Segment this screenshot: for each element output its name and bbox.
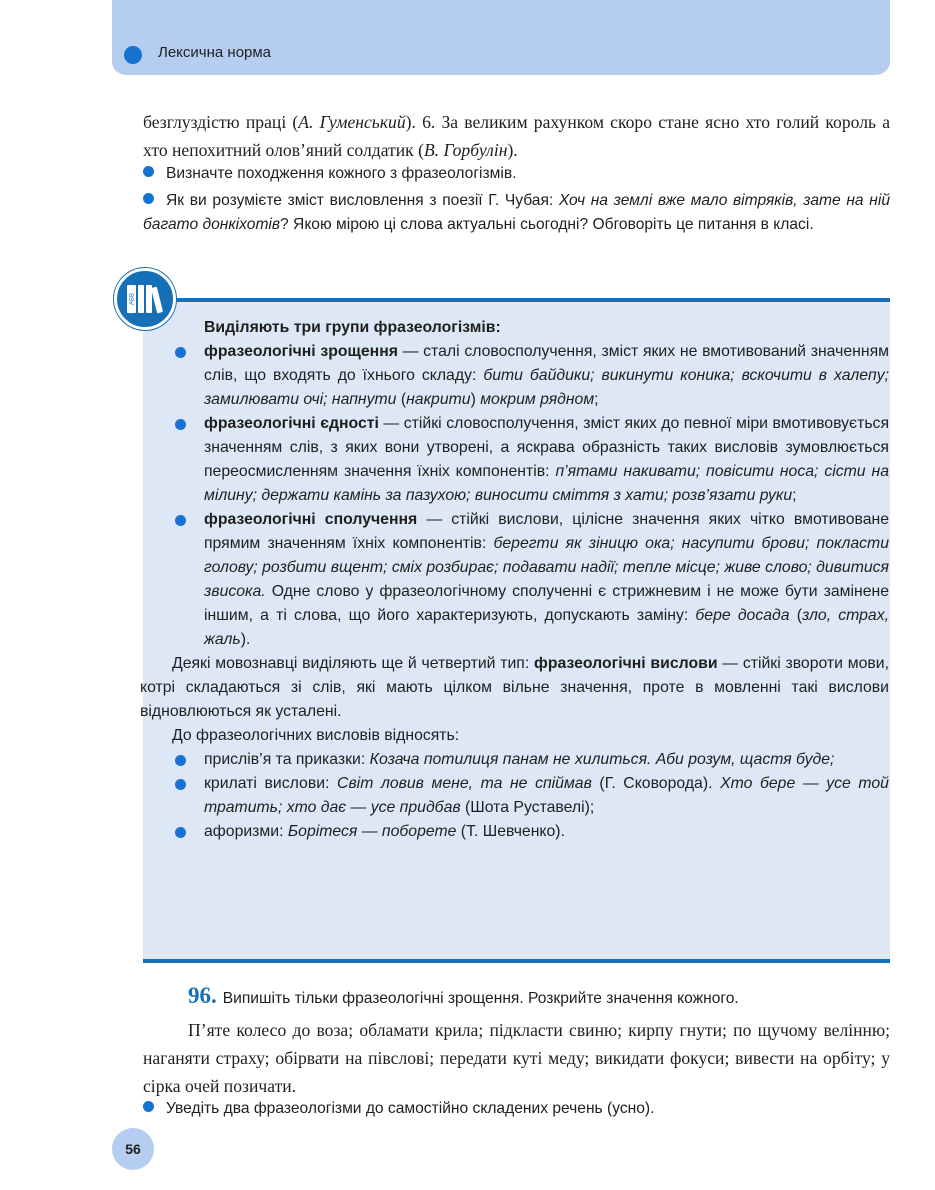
- bullet-icon: [175, 827, 186, 838]
- group-combinations: фразеологічні сполучення — стійкі вислови, цілісне значення яких чітко вмотивоване прямим значенням їхніх компонентів: берегти як зіницю ока; насупити брови; покласти голову; розбити вщент; сміх розбирає; подавати надії; тепле місце; живе слово; дивитися звисока. Одне слово у фразеологічному сполученні є стрижневим і не може бути замінене іншим, а ті слова, що його характеризують, допускають заміну: бере досада (зло, страх, жаль).: [172, 508, 889, 652]
- bullet-icon: [143, 193, 154, 204]
- expressions-intro: До фразеологічних висловів відносять:: [172, 727, 460, 744]
- bullet-icon: [175, 779, 186, 790]
- fourth-type-paragraph: Деякі мовознавці виділяють ще й четвертий тип: фразеологічні вислови — стійкі звороти мови, котрі складаються зі слів, які мають цілком вільне значення, проте в мовленні такі вислови відновлюються як усталені.: [140, 655, 889, 720]
- item-proverbs: прислів’я та приказки: Козача потилиця панам не хилиться. Аби розум, щастя буде;: [172, 748, 889, 772]
- chapter-header-band: [112, 0, 890, 75]
- task-bullet: Уведіть два фразеологізми до самостійно складених речень (усно).: [143, 1097, 890, 1121]
- group-fusions: фразеологічні зрощення — сталі словосполучення, зміст яких не вмотивований значенням слів, що входять до їхнього складу: бити байдики; викинути коника; вскочити в халепу; замилювати очі; напнути (накрити) мокрим рядном;: [172, 340, 889, 412]
- item-catchphrases: крилаті вислови: Світ ловив мене, та не спіймав (Г. Сковорода). Хто бере — усе той тратить; хто дає — усе придбав (Шота Руставелі);: [172, 772, 889, 820]
- page-number: 56: [112, 1128, 154, 1170]
- rule-heading: Виділяють три групи фразеологізмів:: [204, 319, 501, 336]
- continued-exercise-text: безглуздістю праці (А. Гуменський). 6. За великим рахунком скоро стане ясно хто голий король а хто непохитний олов’яний солдатик (В. Горбулін).: [143, 112, 891, 160]
- icon-letters: АБВ: [129, 293, 136, 305]
- task-text: П’яте колесо до воза; обламати крила; підкласти свиню; кирпу гнути; по щучому велінню; наганяти страху; обірвати на півслові; передати куті меду; викидати фокуси; вивести на орбіту; у сірка очей позичати.: [143, 1020, 890, 1096]
- bullet-quote-task: Як ви розумієте зміст висловлення з поезії Г. Чубая: Хоч на землі вже мало вітряків, зате на ній багато донкіхотів? Якою мірою ці слова актуальні сьогодні? Обговоріть це питання в класі.: [143, 192, 891, 233]
- library-books-icon: [114, 268, 176, 330]
- task-instruction: Випишіть тільки фразеологічні зрощення. Розкрийте значення кожного.: [222, 990, 739, 1007]
- bullet-icon: [143, 166, 154, 177]
- bullet-icon: [175, 419, 186, 430]
- bullet-origin-task: Визначте походження кожного з фразеологізмів.: [143, 162, 890, 186]
- rule-content: [140, 316, 889, 844]
- group-unities: фразеологічні єдності — стійкі словосполучення, зміст яких до певної міри вмотивовується значенням слів, з яких вони утворені, а яскрава образність таких висловів зумовлюється переосмисленням значення їхніх компонентів: п’ятами накивати; повісити носа; сісти на мілину; держати камінь за пазухою; виносити сміття з хати; розв’язати руки;: [172, 412, 889, 508]
- bullet-icon: [143, 1101, 154, 1112]
- task-number: 96.: [188, 983, 217, 1008]
- bullet-icon: [175, 515, 186, 526]
- task-96-header: [188, 984, 890, 1011]
- chapter-title: Лексична норма: [158, 44, 272, 61]
- chapter-bullet-icon: [124, 46, 142, 64]
- bullet-icon: [175, 347, 186, 358]
- bullet-icon: [175, 755, 186, 766]
- item-aphorisms: афоризми: Борітеся — поборете (Т. Шевченко).: [172, 820, 889, 844]
